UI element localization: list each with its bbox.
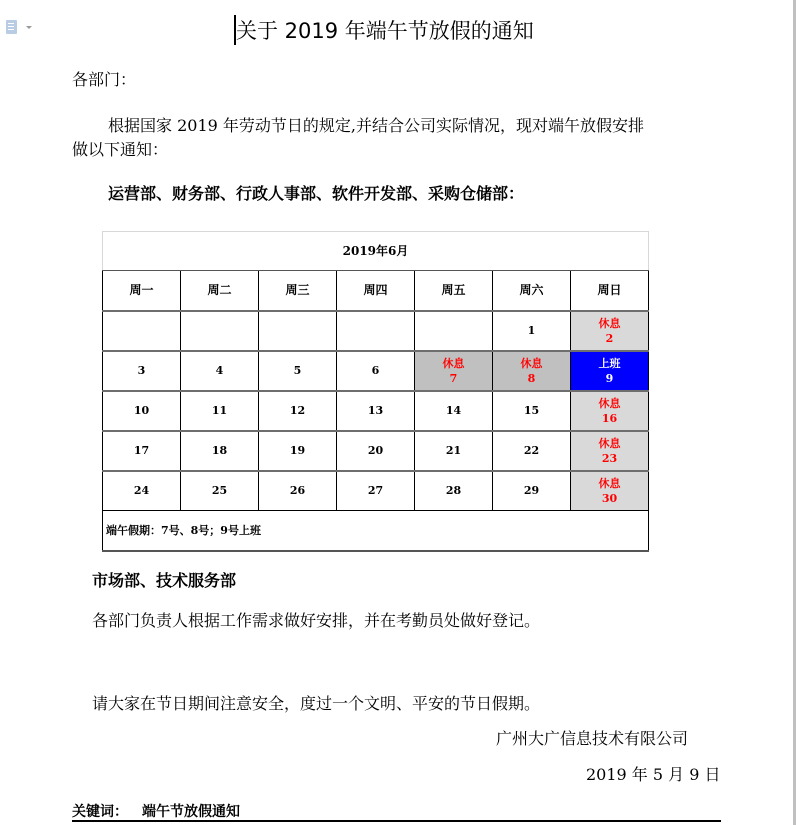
weekday-sun: 周日 xyxy=(571,271,649,311)
day-cell-workday: 上班 9 xyxy=(571,351,649,391)
intro-line-1: 根据国家 2019 年劳动节日的规定,并结合公司实际情况，现对端午放假安排 xyxy=(108,116,644,135)
intro-line-2: 做以下通知： xyxy=(72,140,169,159)
weekday-wed: 周三 xyxy=(259,271,337,311)
holiday-note: 端午假期：7号、8号；9号上班 xyxy=(103,511,649,551)
status-label: 休息 xyxy=(598,476,621,490)
calendar-title: 2019年6月 xyxy=(103,232,649,271)
weekday-fri: 周五 xyxy=(415,271,493,311)
day-cell: 29 xyxy=(493,471,571,511)
day-cell xyxy=(103,311,181,351)
week-row-2 xyxy=(103,351,649,391)
weekday-thu: 周四 xyxy=(337,271,415,311)
week-row-3 xyxy=(103,391,649,431)
day-cell: 26 xyxy=(259,471,337,511)
day-cell: 25 xyxy=(181,471,259,511)
keywords-label: 关键词： xyxy=(72,804,128,820)
status-label: 上班 xyxy=(598,356,621,370)
group1-heading: 运营部、财务部、行政人事部、软件开发部、采购仓储部： xyxy=(108,184,525,203)
group2-text: 各部门负责人根据工作需求做好安排，并在考勤员处做好登记。 xyxy=(92,611,541,630)
day-cell: 4 xyxy=(181,351,259,391)
weekday-sat: 周六 xyxy=(493,271,571,311)
week-row-4 xyxy=(103,431,649,471)
week-row-1 xyxy=(103,311,649,351)
holiday-calendar xyxy=(102,231,649,552)
status-label: 休息 xyxy=(520,356,543,370)
day-cell: 27 xyxy=(337,471,415,511)
keywords-underline xyxy=(72,820,721,822)
day-cell: 28 xyxy=(415,471,493,511)
day-cell: 17 xyxy=(103,431,181,471)
weekday-header-row xyxy=(103,271,649,311)
day-cell: 1 xyxy=(493,311,571,351)
day-cell: 21 xyxy=(415,431,493,471)
day-cell: 6 xyxy=(337,351,415,391)
day-cell xyxy=(415,311,493,351)
weekday-mon: 周一 xyxy=(103,271,181,311)
day-cell: 19 xyxy=(259,431,337,471)
day-cell: 15 xyxy=(493,391,571,431)
salutation: 各部门： xyxy=(72,70,137,89)
day-cell: 13 xyxy=(337,391,415,431)
day-cell: 20 xyxy=(337,431,415,471)
document-date: 2019 年 5 月 9 日 xyxy=(586,765,721,784)
day-cell: 18 xyxy=(181,431,259,471)
day-cell xyxy=(337,311,415,351)
day-cell-holiday: 休息 8 xyxy=(493,351,571,391)
day-cell-rest: 休息 23 xyxy=(571,431,649,471)
day-cell-rest: 休息 16 xyxy=(571,391,649,431)
day-cell: 11 xyxy=(181,391,259,431)
day-cell: 5 xyxy=(259,351,337,391)
day-cell: 10 xyxy=(103,391,181,431)
day-cell-rest: 休息 30 xyxy=(571,471,649,511)
status-label: 休息 xyxy=(598,316,621,330)
company-signature: 广州大广信息技术有限公司 xyxy=(496,729,689,748)
closing-text: 请大家在节日期间注意安全，度过一个文明、平安的节日假期。 xyxy=(92,694,541,713)
keywords-line xyxy=(72,803,240,821)
status-label: 休息 xyxy=(442,356,465,370)
day-cell xyxy=(181,311,259,351)
page-title: 关于 2019 年端午节放假的通知 xyxy=(236,19,534,43)
group2-heading: 市场部、技术服务部 xyxy=(92,571,237,590)
weekday-tue: 周二 xyxy=(181,271,259,311)
chevron-down-icon[interactable] xyxy=(26,26,32,29)
day-cell: 14 xyxy=(415,391,493,431)
day-cell-rest: 休息 2 xyxy=(571,311,649,351)
document-icon[interactable] xyxy=(6,20,17,34)
day-cell: 22 xyxy=(493,431,571,471)
keywords-value: 端午节放假通知 xyxy=(142,804,240,820)
day-cell xyxy=(259,311,337,351)
day-cell: 12 xyxy=(259,391,337,431)
status-label: 休息 xyxy=(598,396,621,410)
status-label: 休息 xyxy=(598,436,621,450)
week-row-5 xyxy=(103,471,649,511)
day-cell: 24 xyxy=(103,471,181,511)
day-cell: 3 xyxy=(103,351,181,391)
day-cell-holiday: 休息 7 xyxy=(415,351,493,391)
